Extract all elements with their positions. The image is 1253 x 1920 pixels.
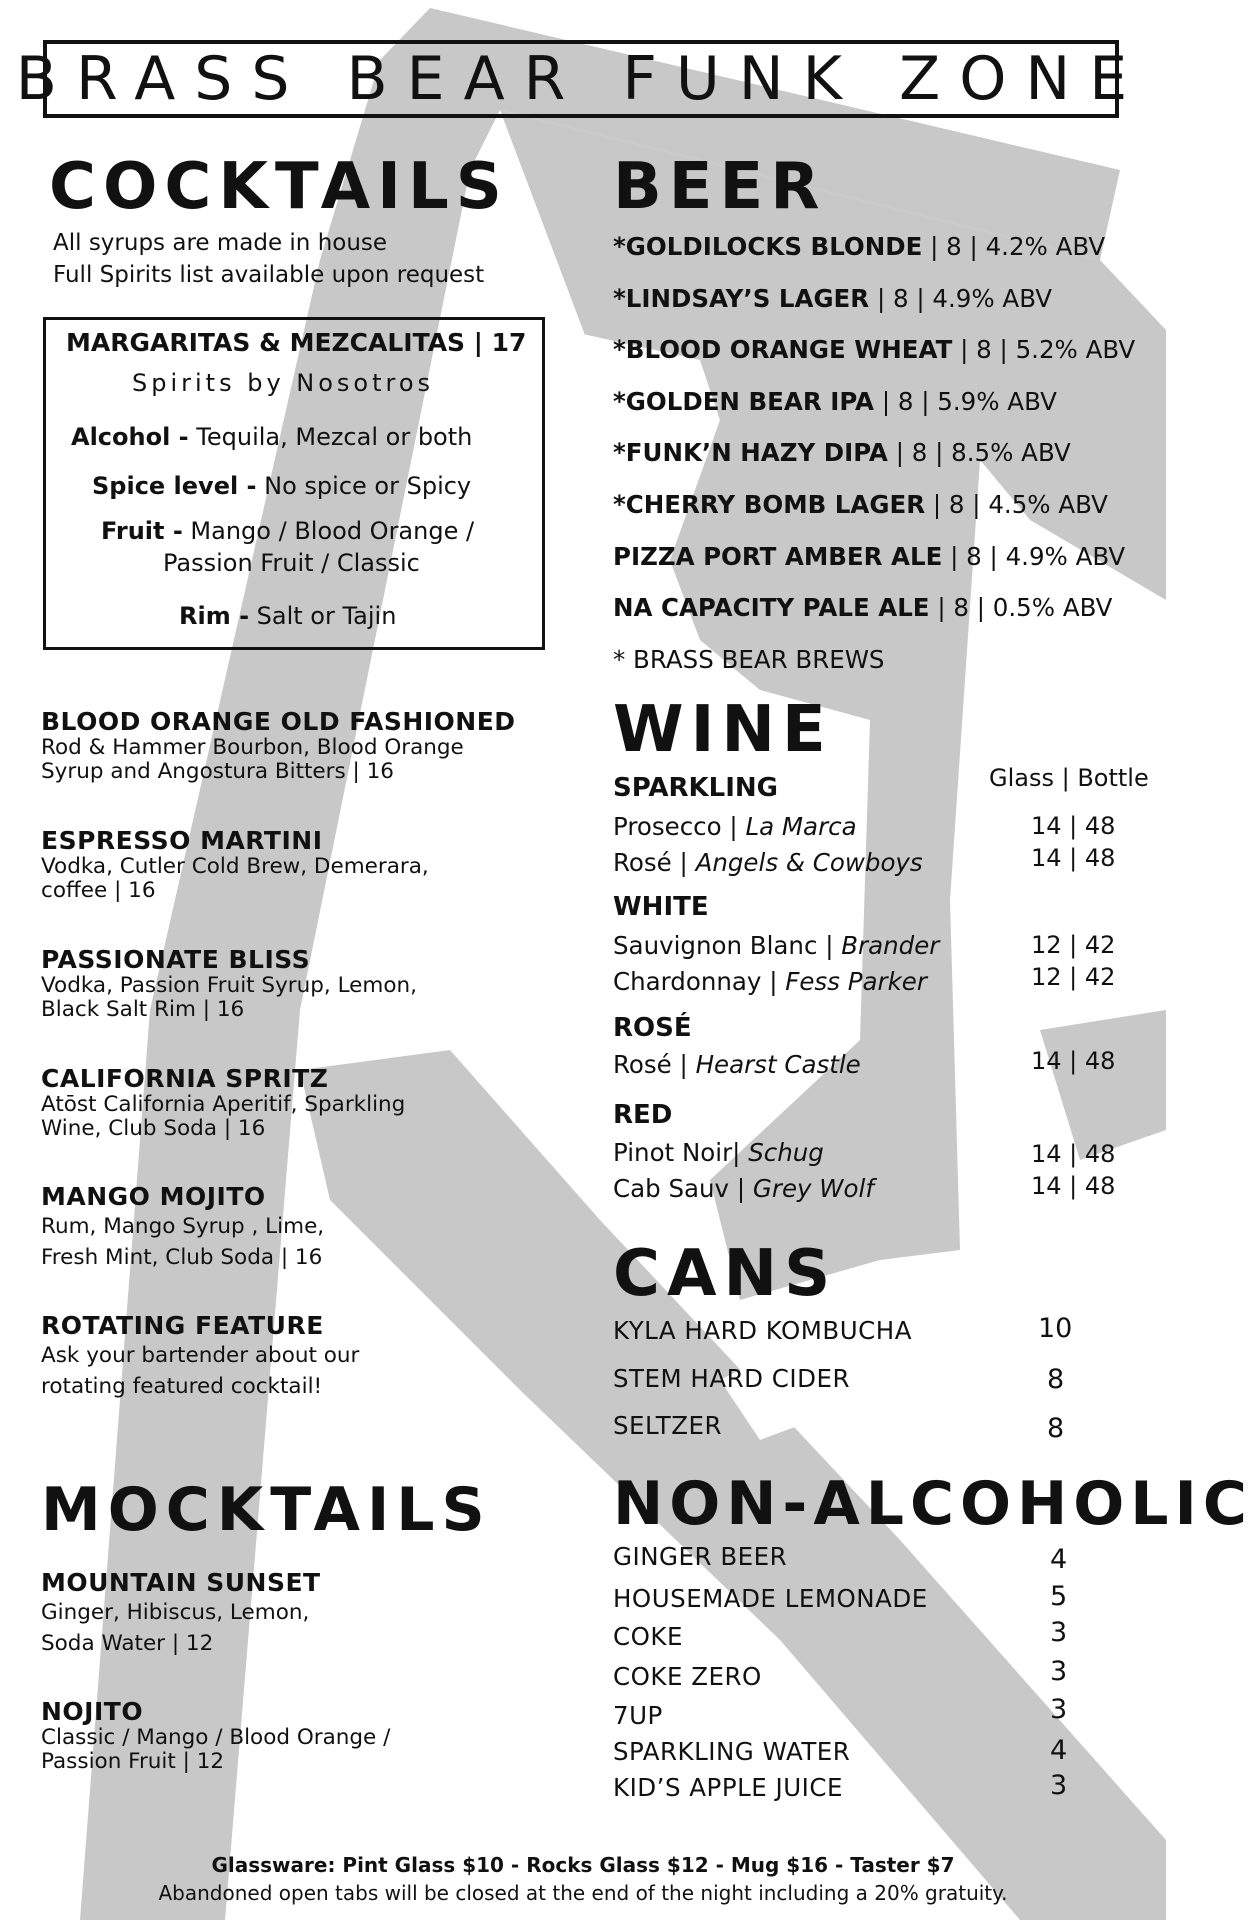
beer-item: *LINDSAY’S LAGER | 8 | 4.9% ABV (613, 284, 1053, 313)
cocktail-desc: Black Salt Rim | 16 (41, 997, 245, 1022)
cocktail-item (41, 1064, 405, 1141)
mocktail-name: NOJITO (41, 1697, 144, 1726)
mocktail-desc: Ginger, Hibiscus, Lemon, (41, 1600, 310, 1625)
wine-category: RED (613, 1100, 673, 1130)
glassware-note: Glassware: Pint Glass $10 - Rocks Glass $12 - Mug $16 - Taster $7 (211, 1853, 955, 1877)
cocktail-name: BLOOD ORANGE OLD FASHIONED (41, 707, 516, 736)
cocktails-note: All syrups are made in house (53, 230, 388, 256)
cocktail-desc: coffee | 16 (41, 878, 156, 903)
can-item: SELTZER (613, 1411, 723, 1440)
mocktails-heading: MOCKTAILS (41, 1475, 492, 1545)
margaritas-subtitle: Spirits by Nosotros (132, 369, 435, 397)
beer-item: *CHERRY BOMB LAGER | 8 | 4.5% ABV (613, 490, 1108, 519)
non-alcoholic-heading: NON-ALCOHOLIC (613, 1469, 1253, 1539)
na-item: HOUSEMADE LEMONADE (613, 1584, 928, 1613)
beer-item: *BLOOD ORANGE WHEAT | 8 | 5.2% ABV (613, 335, 1136, 364)
cocktail-name: CALIFORNIA SPRITZ (41, 1064, 329, 1093)
na-price: 4 (1050, 1735, 1068, 1766)
cocktail-name: PASSIONATE BLISS (41, 945, 311, 974)
na-price: 3 (1050, 1656, 1068, 1687)
can-item: STEM HARD CIDER (613, 1364, 850, 1393)
cocktail-item (41, 826, 429, 903)
cocktail-desc: Rum, Mango Syrup , Lime, (41, 1214, 325, 1239)
can-price: 8 (1047, 1413, 1065, 1444)
cocktail-item (41, 1182, 324, 1273)
margarita-option: Fruit - Mango / Blood Orange / (101, 517, 475, 545)
header-title-box (15, 40, 1147, 118)
cocktail-desc: Rod & Hammer Bourbon, Blood Orange (41, 735, 464, 760)
wine-price: 12 | 42 (1031, 931, 1116, 959)
na-item: SPARKLING WATER (613, 1737, 851, 1766)
na-item: COKE (613, 1622, 683, 1651)
margarita-option: Alcohol - Tequila, Mezcal or both (71, 423, 473, 451)
tabs-note: Abandoned open tabs will be closed at the end of the night including a 20% gratuity. (158, 1881, 1008, 1905)
cocktail-desc: Wine, Club Soda | 16 (41, 1116, 266, 1141)
beer-item: PIZZA PORT AMBER ALE | 8 | 4.9% ABV (613, 542, 1126, 571)
cocktail-desc: Atōst California Aperitif, Sparkling (41, 1092, 406, 1117)
wine-item: Cab Sauv | Grey Wolf (613, 1174, 874, 1203)
mocktail-item (41, 1568, 321, 1659)
cans-heading: CANS (613, 1237, 838, 1311)
beer-item: *FUNK’N HAZY DIPA | 8 | 8.5% ABV (613, 438, 1071, 467)
cocktail-name: MANGO MOJITO (41, 1182, 266, 1211)
cocktail-desc: Vodka, Passion Fruit Syrup, Lemon, (41, 973, 417, 998)
wine-price-header: Glass | Bottle (989, 764, 1149, 792)
cocktails-note: Full Spirits list available upon request (53, 262, 485, 288)
cocktail-desc: Vodka, Cutler Cold Brew, Demerara, (41, 854, 429, 879)
na-item: KID’S APPLE JUICE (613, 1773, 843, 1802)
cocktail-desc: Syrup and Angostura Bitters | 16 (41, 759, 394, 784)
na-price: 3 (1050, 1694, 1068, 1725)
wine-category: ROSÉ (613, 1013, 692, 1043)
margarita-option: Spice level - No spice or Spicy (92, 472, 472, 500)
wine-price: 14 | 48 (1031, 1047, 1116, 1075)
wine-item: Rosé | Hearst Castle (613, 1050, 861, 1079)
cocktail-item (41, 707, 516, 784)
wine-category: WHITE (613, 892, 709, 922)
mocktail-name: MOUNTAIN SUNSET (41, 1568, 321, 1597)
mocktail-item (41, 1697, 390, 1774)
cocktail-item (41, 1311, 359, 1402)
cocktail-desc: Fresh Mint, Club Soda | 16 (41, 1245, 323, 1270)
can-price: 8 (1047, 1364, 1065, 1395)
mocktail-desc: Soda Water | 12 (41, 1631, 214, 1656)
wine-price: 12 | 42 (1031, 963, 1116, 991)
wine-price: 14 | 48 (1031, 812, 1116, 840)
margarita-option-cont: Passion Fruit / Classic (163, 549, 420, 577)
margaritas-title: MARGARITAS & MEZCALITAS | 17 (66, 328, 527, 357)
mocktail-desc: Passion Fruit | 12 (41, 1749, 225, 1774)
wine-item: Chardonnay | Fess Parker (613, 967, 927, 996)
margarita-option: Rim - Salt or Tajin (179, 602, 397, 630)
cocktail-desc: rotating featured cocktail! (41, 1374, 323, 1399)
cocktails-heading: COCKTAILS (49, 150, 509, 224)
wine-heading: WINE (613, 693, 833, 767)
cocktail-desc: Ask your bartender about our (41, 1343, 360, 1368)
wine-price: 14 | 48 (1031, 844, 1116, 872)
cocktail-name: ROTATING FEATURE (41, 1311, 324, 1340)
mocktail-desc: Classic / Mango / Blood Orange / (41, 1725, 391, 1750)
beer-item: NA CAPACITY PALE ALE | 8 | 0.5% ABV (613, 593, 1113, 622)
cocktail-name: ESPRESSO MARTINI (41, 826, 323, 855)
wine-category: SPARKLING (613, 773, 779, 803)
cocktail-item (41, 945, 417, 1022)
beer-footnote: * BRASS BEAR BREWS (613, 645, 885, 674)
na-price: 3 (1050, 1617, 1068, 1648)
na-price: 5 (1050, 1581, 1068, 1612)
venue-title: BRASS BEAR FUNK ZONE (15, 44, 1147, 114)
na-item: GINGER BEER (613, 1542, 788, 1571)
wine-item: Prosecco | La Marca (613, 812, 857, 841)
beer-item: *GOLDILOCKS BLONDE | 8 | 4.2% ABV (613, 232, 1106, 261)
wine-price: 14 | 48 (1031, 1172, 1116, 1200)
na-price: 4 (1050, 1544, 1068, 1575)
beer-item: *GOLDEN BEAR IPA | 8 | 5.9% ABV (613, 387, 1057, 416)
wine-item: Pinot Noir| Schug (613, 1138, 824, 1167)
na-price: 3 (1050, 1770, 1068, 1801)
na-item: 7UP (613, 1701, 663, 1730)
wine-item: Sauvignon Blanc | Brander (613, 931, 940, 960)
beer-heading: BEER (613, 150, 827, 224)
can-item: KYLA HARD KOMBUCHA (613, 1316, 912, 1345)
na-item: COKE ZERO (613, 1662, 762, 1691)
wine-price: 14 | 48 (1031, 1140, 1116, 1168)
wine-item: Rosé | Angels & Cowboys (613, 848, 923, 877)
can-price: 10 (1038, 1313, 1073, 1344)
